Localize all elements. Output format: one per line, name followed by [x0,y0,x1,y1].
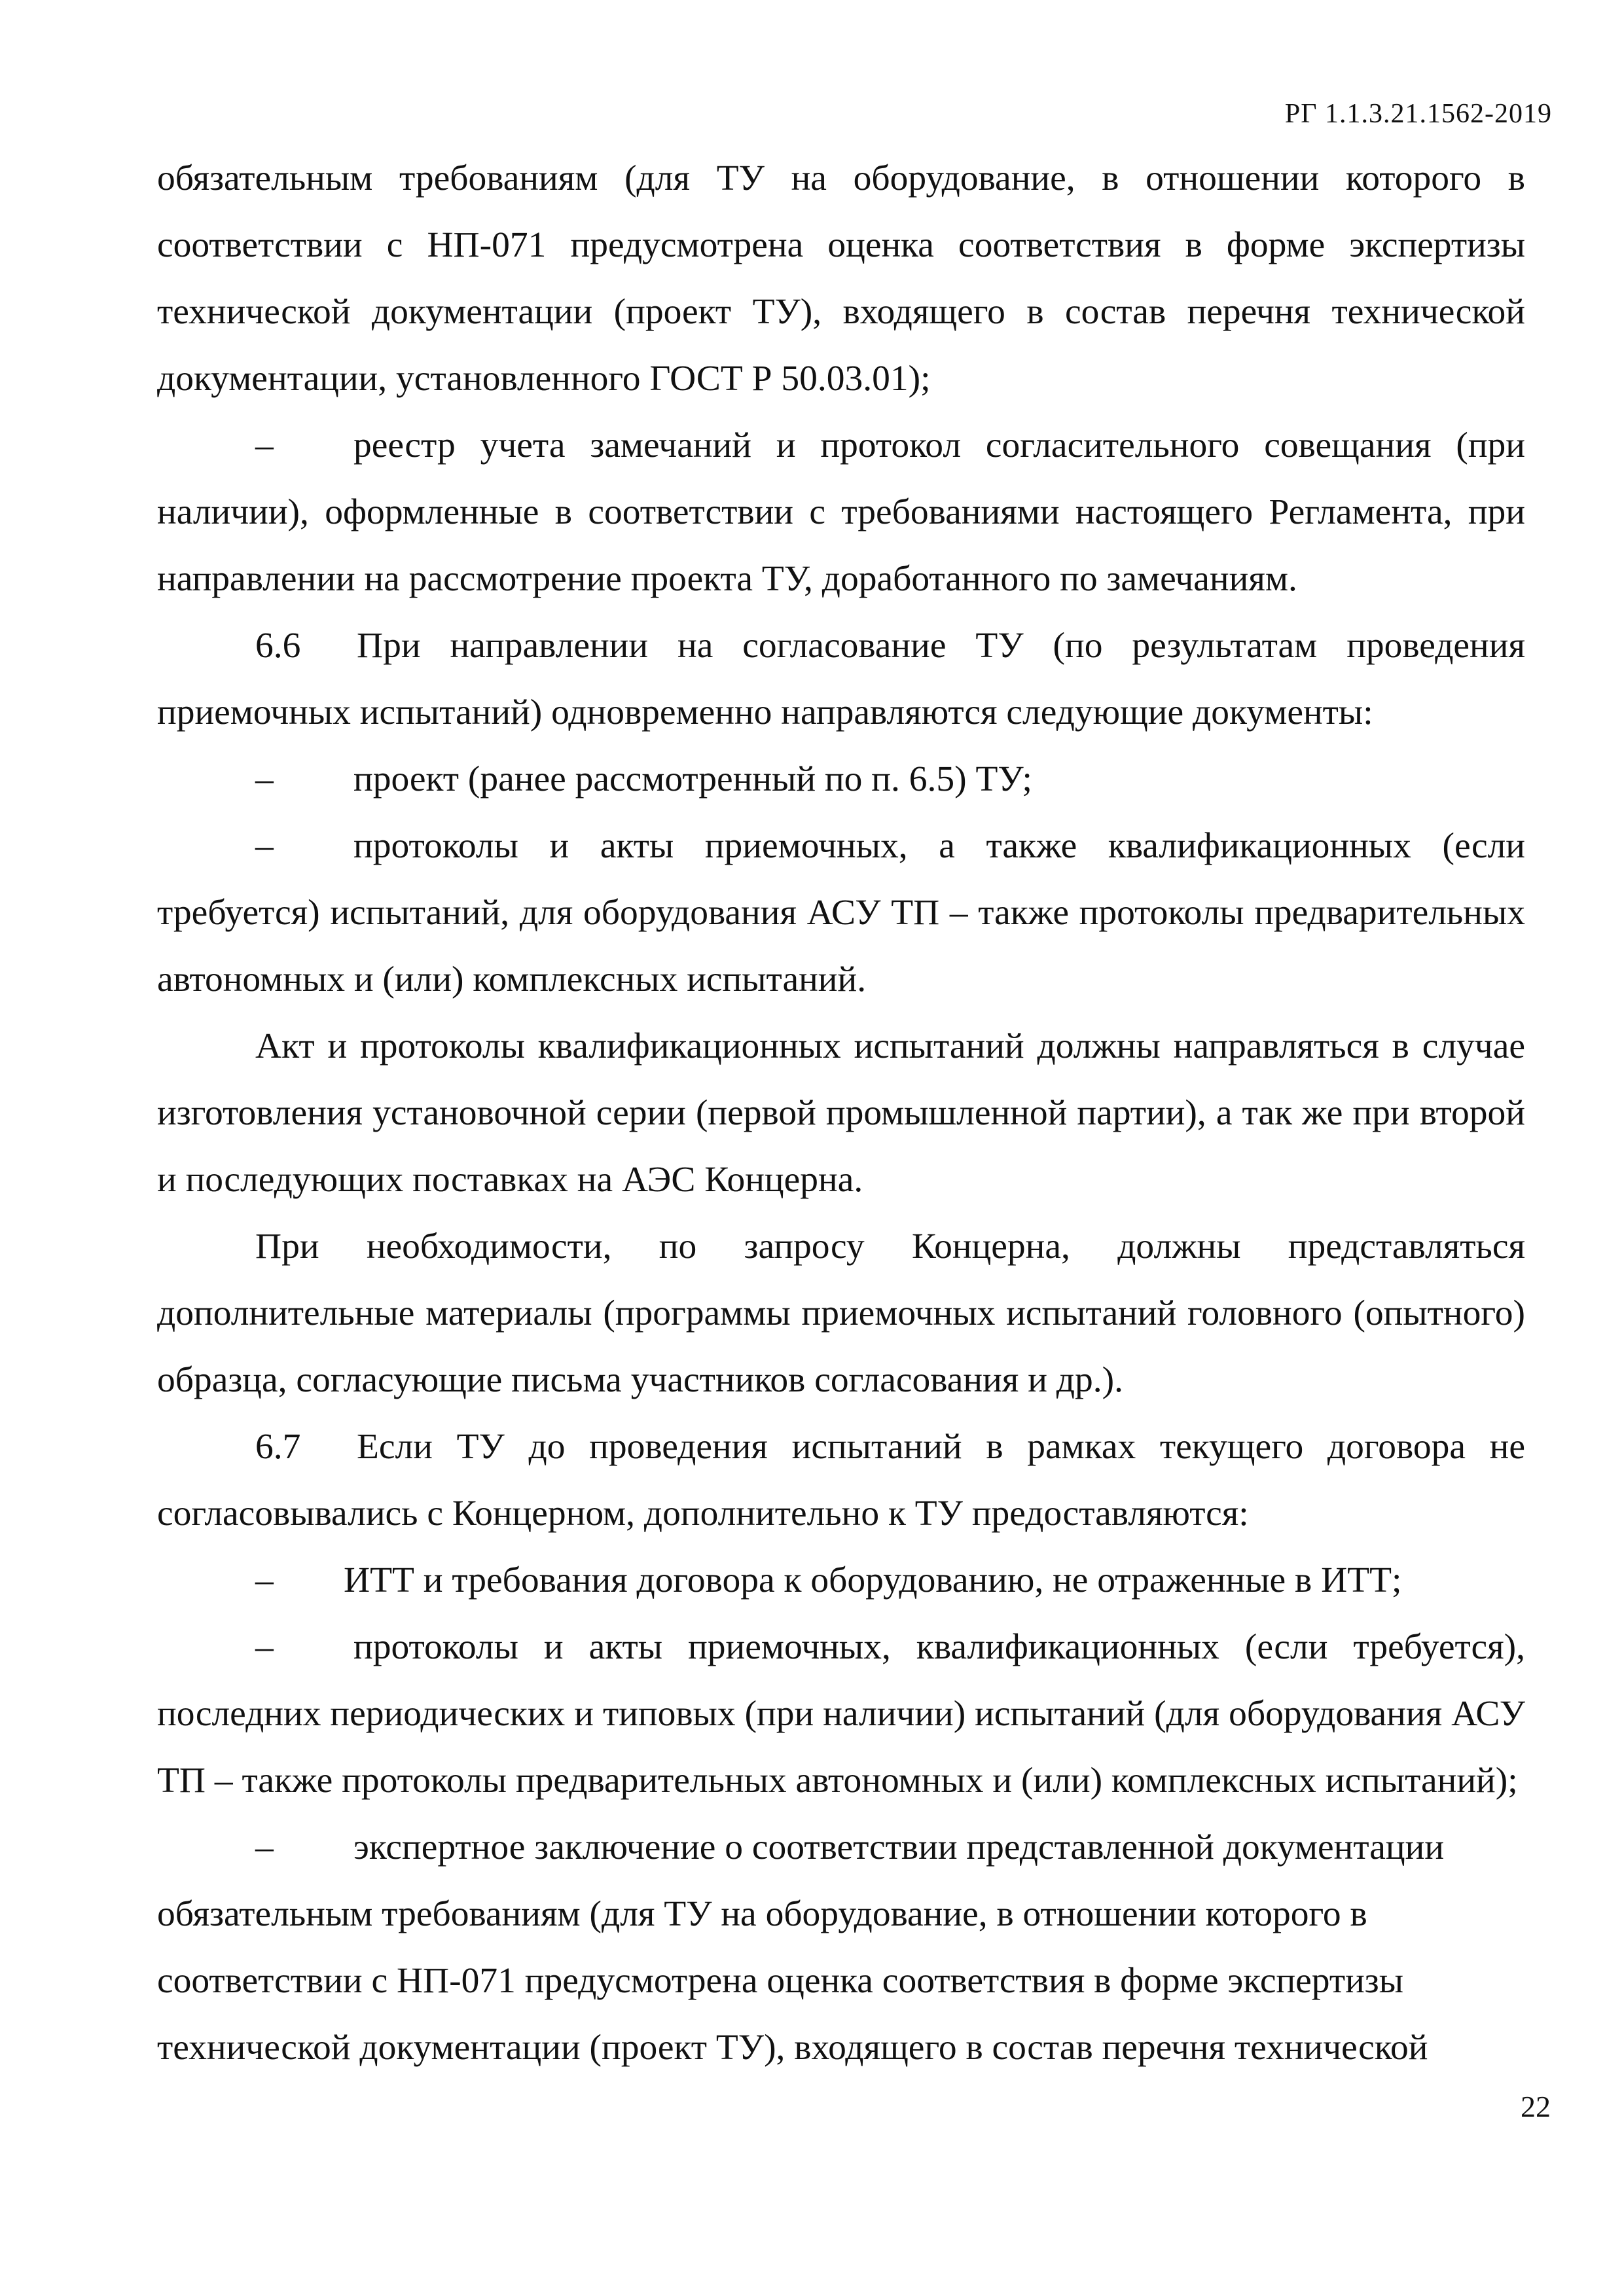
dash-marker: – [255,1827,274,1867]
paragraph [157,1213,1525,1414]
dash-marker: – [255,1560,274,1600]
list-item [157,1614,1525,1814]
list-item [157,412,1525,613]
paragraph [157,1013,1525,1213]
list-item [157,1814,1525,2081]
document-code: РГ 1.1.3.21.1562-2019 [1284,99,1552,129]
list-item-text: протоколы и акты приемочных, а также квалификационных (если требуется) испытаний, для оборудования АСУ ТП – также протоколы предварительных автономных и (или) комплексных испытаний. [157,826,1525,999]
dash-marker: – [255,425,274,465]
list-item-text: протоколы и акты приемочных, квалификационных (если требуется), последних периодических и типовых (при наличии) испытаний (для оборудования АСУ ТП – также протоколы предварительных автономных и (или) комплексных испытаний); [157,1627,1525,1801]
dash-marker: – [255,1627,274,1667]
list-item-text: проект (ранее рассмотренный по п. 6.5) ТУ; [353,759,1032,799]
list-item-text: ИТТ и требования договора к оборудованию, не отраженные в ИТТ; [344,1560,1402,1600]
list-item [157,1547,1525,1614]
paragraph-text: При необходимости, по запросу Концерна, должны представляться дополнительные материалы (программы приемочных испытаний головного (опытного) образца, согласующие письма участников согласования и др.). [157,1227,1525,1400]
clause-number: 6.7 [255,1427,301,1467]
paragraph-text: обязательным требованиям (для ТУ на оборудование, в отношении которого в соответствии с НП-071 предусмотрена оценка соответствия в форме экспертизы технической документации (проект ТУ), входящего в состав перечня технической документации, установленного ГОСТ Р 50.03.01); [157,158,1525,399]
paragraph-continuation [157,145,1525,412]
list-item [157,813,1525,1013]
clause-text: При направлении на согласование ТУ (по результатам проведения приемочных испытаний) одновременно направляются следующие документы: [157,626,1525,732]
clause-6-7 [157,1414,1525,1547]
list-item-text: реестр учета замечаний и протокол согласительного совещания (при наличии), оформленные в соответствии с требованиями настоящего Регламента, при направлении на рассмотрение проекта ТУ, доработанного по замечаниям. [157,425,1525,599]
list-item-text: экспертное заключение о соответствии представленной документации обязательным требованиям (для ТУ на оборудование, в отношении которого в соответствии с НП-071 предусмотрена оценка соответствия в форме экспертизы технической документации (проект ТУ), входящего в состав перечня технической [157,1827,1445,2068]
document-body [157,145,1525,2081]
clause-text: Если ТУ до проведения испытаний в рамках текущего договора не согласовывались с Концерном, дополнительно к ТУ предоставляются: [157,1427,1525,1534]
dash-marker: – [255,759,274,799]
clause-6-6 [157,613,1525,746]
page-number: 22 [1521,2090,1551,2123]
paragraph-text: Акт и протоколы квалификационных испытаний должны направляться в случае изготовления установочной серии (первой промышленной партии), а так же при второй и последующих поставках на АЭС Концерна. [157,1026,1525,1200]
dash-marker: – [255,826,274,866]
clause-number: 6.6 [255,626,301,666]
list-item [157,746,1525,813]
